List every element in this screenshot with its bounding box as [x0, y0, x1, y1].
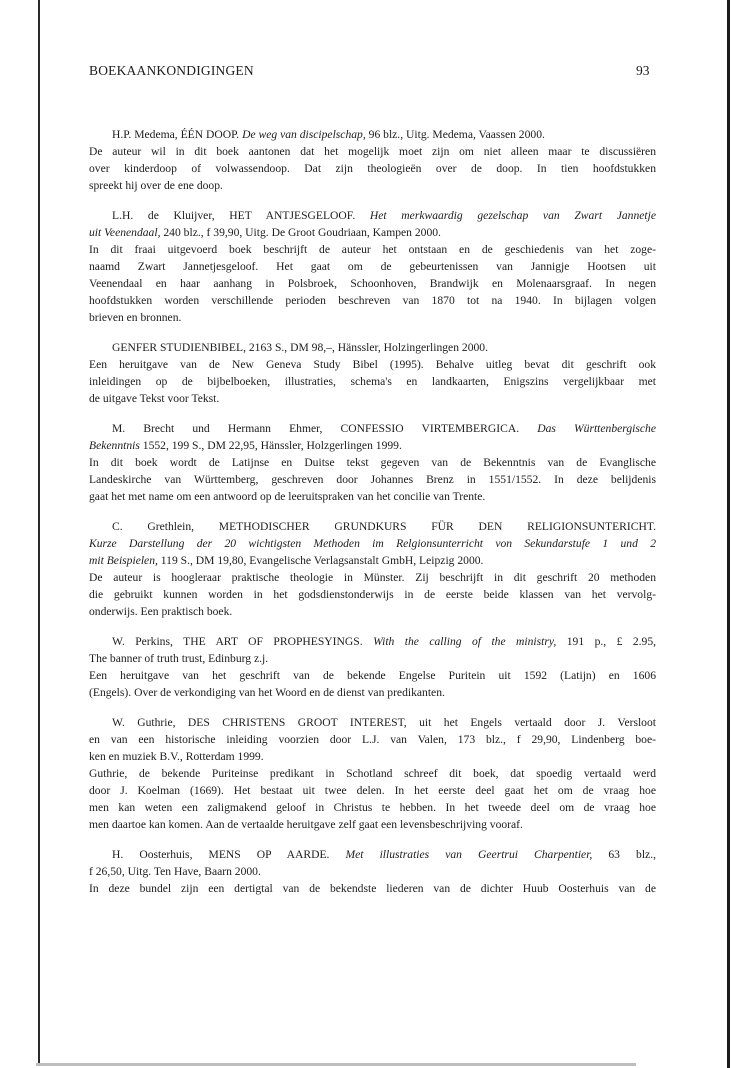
- citation-text: C. Grethlein, METHODISCHER GRUNDKURS FÜR DEN RELIGIONSUNTERICHT.: [112, 520, 656, 533]
- description-line: Guthrie, de bekende Puriteinse predikant in Schotland schreef dit boek, dat spoedig vertaald werd: [89, 767, 656, 780]
- book-subtitle: De weg van discipelschap,: [242, 128, 366, 141]
- description-line: naamd Zwart Jannetjesgeloof. Het gaat om de gebeurtenissen van Jannigje Hootsen uit: [89, 260, 656, 273]
- citation-line: [89, 420, 656, 437]
- citation-text: GENFER STUDIENBIBEL, 2163 S., DM 98,–, Hänssler, Holzingerlingen 2000.: [112, 341, 488, 354]
- citation-line: [89, 339, 656, 356]
- book-subtitle: Das Württenbergische: [537, 422, 656, 435]
- book-subtitle: With the calling of the ministry,: [373, 635, 557, 648]
- citation-line: [89, 535, 656, 552]
- book-announcement: [89, 126, 656, 194]
- running-header-title: BOEKAANKONDIGINGEN: [89, 63, 254, 78]
- citation-text: H. Oosterhuis, MENS OP AARDE.: [112, 848, 346, 861]
- description-line: de uitgave Tekst voor Tekst.: [89, 392, 220, 405]
- citation-text: W. Perkins, THE ART OF PROPHESYINGS.: [112, 635, 374, 648]
- citation-text: en van een historische inleiding voorzien door L.J. van Valen, 173 blz., f 29,90, Lindenberg boe-: [89, 733, 656, 746]
- citation-line: [89, 846, 656, 863]
- citation-line: [89, 437, 656, 454]
- description-line: In deze bundel zijn een dertigtal van de bekendste liederen van de dichter Huub Oosterhuis van de: [89, 882, 656, 895]
- citation-text: 119 S., DM 19,80, Evangelische Verlagsanstalt GmbH, Leipzig 2000.: [157, 554, 484, 567]
- book-announcement: [89, 714, 656, 833]
- description-line: spreekt hij over de ene doop.: [89, 179, 223, 192]
- description-line: In dit boek wordt de Latijnse en Duitse tekst gegeven van de Bekenntnis van de Evanglische: [89, 456, 656, 469]
- citation-line: [89, 126, 656, 143]
- citation-line: [89, 650, 656, 667]
- description-line: De auteur is hoogleraar praktische theologie in Münster. Zij beschrijft in dit geschrift 20 methoden: [89, 571, 656, 584]
- citation-text: ken en muziek B.V., Rotterdam 1999.: [89, 750, 264, 763]
- book-announcement: [89, 518, 656, 620]
- book-announcement: [89, 420, 656, 505]
- citation-text: The banner of truth trust, Edinburg z.j.: [89, 652, 269, 665]
- description-line: Een heruitgave van de New Geneva Study Bibel (1995). Behalve uitleg bevat dit geschrift ook: [89, 358, 656, 371]
- description-line: Veenendaal en haar aanhang in Polsbroek, Schoonhoven, Brandwijk en Molenaarsgraaf. In negen: [89, 277, 656, 290]
- book-subtitle: Bekenntnis: [89, 439, 140, 452]
- description-line: brieven en bronnen.: [89, 311, 182, 324]
- citation-line: [89, 633, 656, 650]
- book-subtitle: Met illustraties van Geertrui Charpentier,: [345, 848, 593, 861]
- citation-line: [89, 731, 656, 748]
- description-line: onderwijs. Een praktisch boek.: [89, 605, 233, 618]
- description-line: Een heruitgave van het geschrift van de bekende Engelse Puritein uit 1592 (Latijn) en 1606: [89, 669, 656, 682]
- description-line: inleidingen op de bijbelboeken, illustraties, schema's en landkaarten, Enigszins vergelijkbaar met: [89, 375, 656, 388]
- description-line: Landeskirche van Württemberg, geschreven door Johannes Brenz in 1551/1552. In deze belijdenis: [89, 473, 656, 486]
- citation-text: 191 p., £ 2.95,: [556, 635, 657, 648]
- citation-text: 96 blz., Uitg. Medema, Vaassen 2000.: [365, 128, 545, 141]
- page-number: 93: [636, 63, 650, 78]
- description-line: men daartoe kan komen. Aan de vertaalde heruitgave zelf gaat een levensbeschrijving vooraf.: [89, 818, 523, 831]
- citation-text: f 26,50, Uitg. Ten Have, Baarn 2000.: [89, 865, 261, 878]
- description-line: (Engels). Over de verkondiging van het Woord en de dienst van predikanten.: [89, 686, 445, 699]
- description-line: gaat het met name om een antwoord op de leeruitspraken van het concilie van Trente.: [89, 490, 486, 503]
- book-announcements-list: [89, 126, 656, 910]
- citation-text: 1552, 199 S., DM 22,95, Hänssler, Holzgerlingen 1999.: [139, 439, 402, 452]
- description-line: hoofdstukken worden verschillende perioden beschreven van 1870 tot na 1940. In bijlagen volgen: [89, 294, 656, 307]
- citation-line: [89, 863, 656, 880]
- citation-line: [89, 224, 656, 241]
- citation-line: [89, 552, 656, 569]
- description-line: die gebruikt kunnen worden in het godsdienstonderwijs in de eerste beide klassen van het vervolg-: [89, 588, 656, 601]
- citation-line: [89, 207, 656, 224]
- book-subtitle: Het merkwaardig gezelschap van Zwart Jannetje: [369, 209, 656, 222]
- citation-text: H.P. Medema, ÉÉN DOOP.: [112, 128, 243, 141]
- description-line: door J. Koelman (1669). Het bestaat uit twee delen. In het eerste deel gaat het om de vraag hoe: [89, 784, 656, 797]
- citation-line: [89, 714, 656, 731]
- description-line: In dit fraai uitgevoerd boek beschrijft de auteur het ontstaan en de geschiedenis van het zoge-: [89, 243, 656, 256]
- book-announcement: [89, 633, 656, 701]
- scan-edge-left: [38, 0, 40, 1066]
- book-announcement: [89, 339, 656, 407]
- scan-edge-right: [727, 0, 730, 1068]
- book-subtitle: uit Veenendaal,: [89, 226, 161, 239]
- description-line: over kinderdoop of volwassendoop. Dat zijn theologieën over de doop. In tien hoofdstukken: [89, 162, 656, 175]
- citation-text: L.H. de Kluijver, HET ANTJESGELOOF.: [112, 209, 370, 222]
- description-line: De auteur wil in dit boek aantonen dat het mogelijk moet zijn om niet alleen maar te discussiëren: [89, 145, 656, 158]
- citation-line: [89, 518, 656, 535]
- book-subtitle: mit Beispielen,: [89, 554, 158, 567]
- citation-text: M. Brecht und Hermann Ehmer, CONFESSIO VIRTEMBERGICA.: [112, 422, 538, 435]
- citation-line: [89, 748, 656, 765]
- citation-text: 63 blz.,: [592, 848, 656, 861]
- description-line: men kan weten een zaligmakend geloof in Christus te hebben. In het tweede deel om de vraag hoe: [89, 801, 656, 814]
- scan-edge-bottom: [36, 1063, 636, 1066]
- book-announcement: [89, 207, 656, 326]
- citation-text: W. Guthrie, DES CHRISTENS GROOT INTEREST, uit het Engels vertaald door J. Versloot: [112, 716, 656, 729]
- book-subtitle: Kurze Darstellung der 20 wichtigsten Methoden im Relgionsunterricht von Sekundarstufe 1 und 2: [89, 537, 656, 550]
- book-announcement: [89, 846, 656, 897]
- citation-text: 240 blz., f 39,90, Uitg. De Groot Goudriaan, Kampen 2000.: [160, 226, 441, 239]
